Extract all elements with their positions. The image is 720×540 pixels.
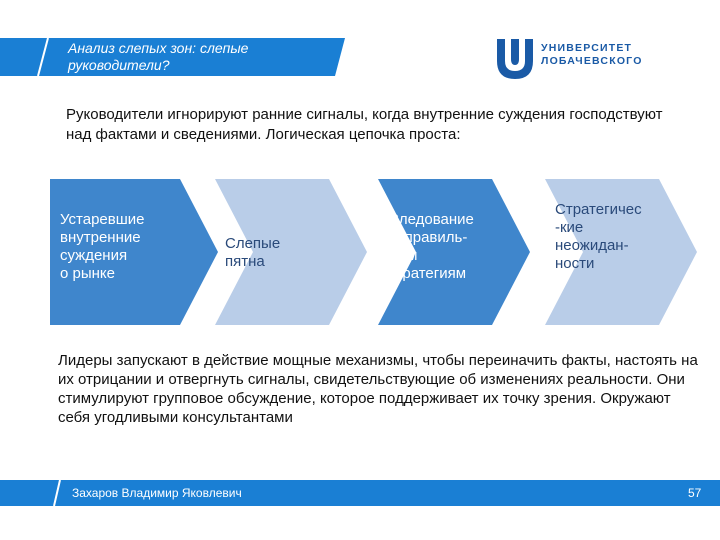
intro-paragraph: Руководители игнорируют ранние сигналы, когда внутренние суждения господствуют над фактами и сведениями. Логическая цепочка проста: <box>66 106 663 143</box>
chain-step-label: Устаревшие внутренние суждения о рынке <box>60 211 145 282</box>
logo-line-1: УНИВЕРСИТЕТ <box>541 42 633 54</box>
page-number: 57 <box>688 486 702 500</box>
body-paragraph: Лидеры запускают в действие мощные механизмы, чтобы переиначить факты, настоять на их отрицании и отвергнуть сигналы, свидетельствующие об изменениях реальности. Они стимулируют групповое обсуждение, которое поддерживает их точку зрения. Окружают себя угодливыми консультантами <box>58 352 698 426</box>
footer-author: Захаров Владимир Яковлевич <box>72 486 242 500</box>
chain-step-label: Следование неправиль- ным стратегиям <box>388 211 474 282</box>
page-title: Анализ слепых зон: слепые руководители? <box>68 40 249 73</box>
university-logo <box>493 37 643 79</box>
chain-step-label: Слепые пятна <box>225 235 281 270</box>
university-logo-icon <box>493 37 537 79</box>
chain-step-label: Стратегичес -кие неожидан- ности <box>555 201 642 272</box>
logo-line-2: ЛОБАЧЕВСКОГО <box>541 55 643 67</box>
